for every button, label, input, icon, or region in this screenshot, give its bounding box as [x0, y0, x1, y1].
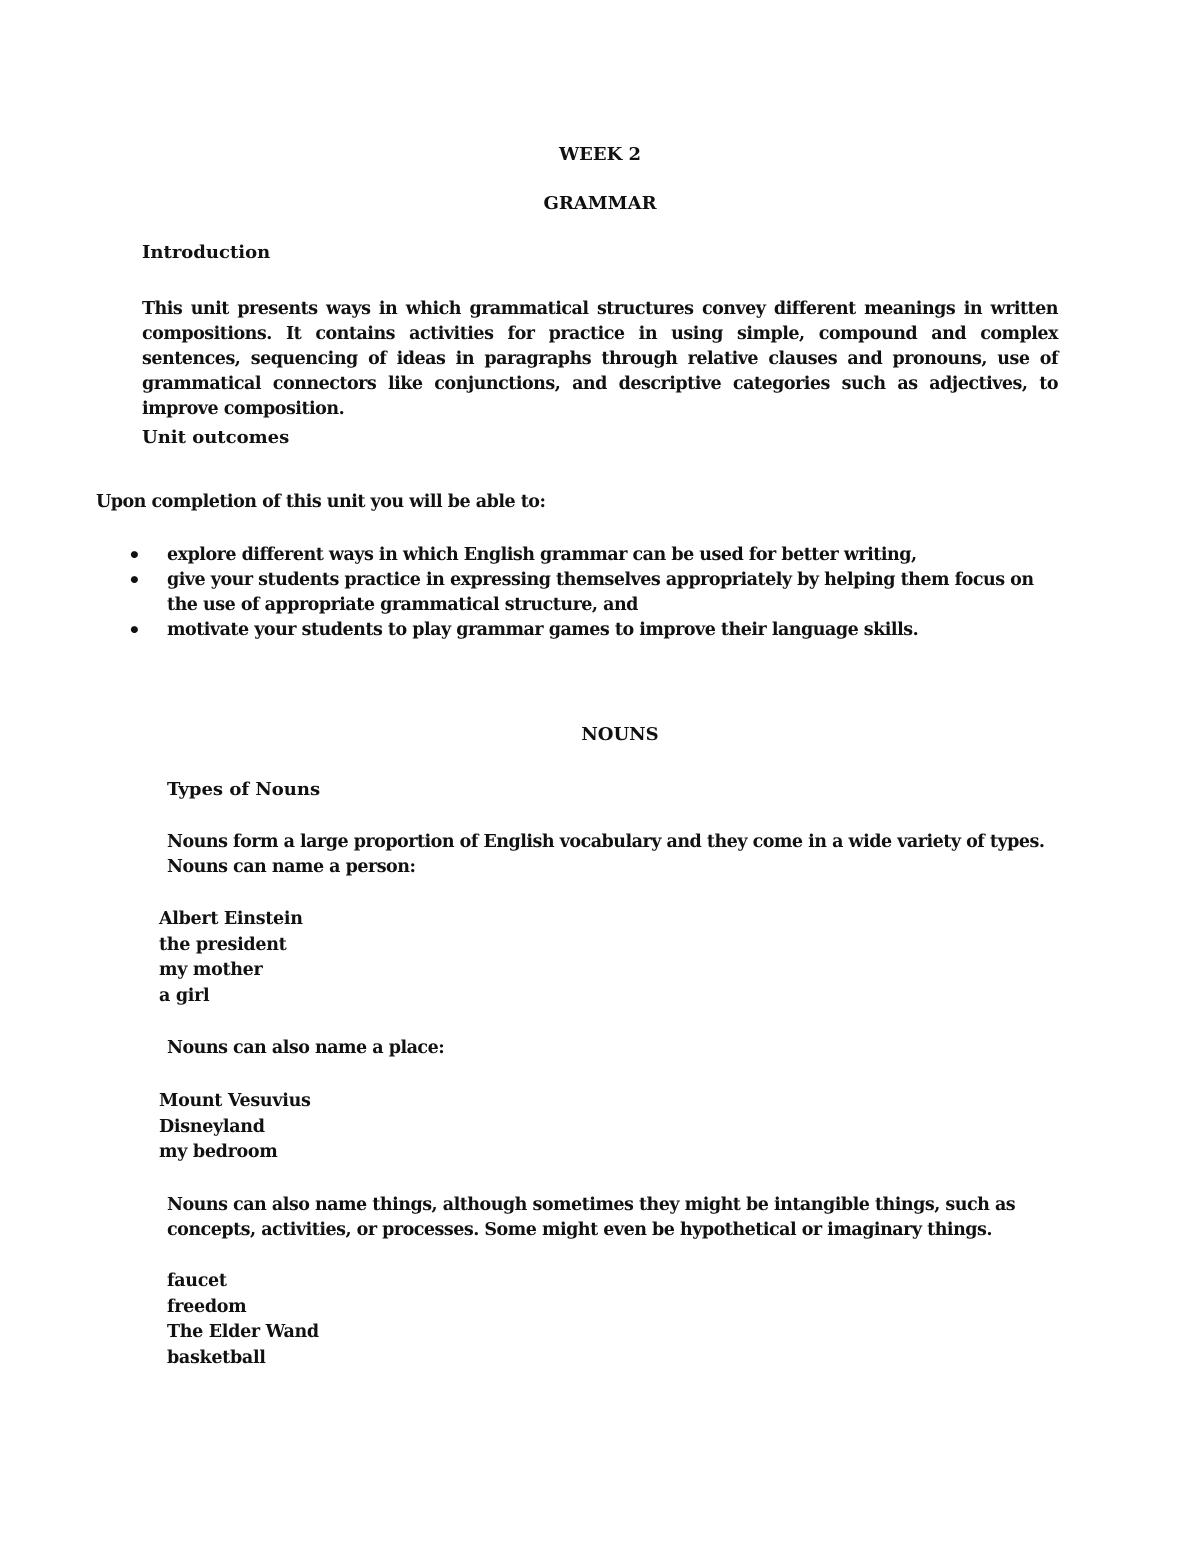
- thing-examples-list: [167, 1269, 319, 1371]
- introduction-heading: Introduction: [142, 242, 271, 263]
- unit-outcomes-list: [126, 543, 1066, 643]
- week-title: WEEK 2: [558, 144, 642, 165]
- things-intro-line-1: Nouns can also name things, although sometimes they might be intangible things, such as: [167, 1195, 1016, 1215]
- nouns-intro-line-1: Nouns form a large proportion of English vocabulary and they come in a wide variety of types.: [167, 832, 1045, 852]
- list-item: my mother: [159, 960, 263, 980]
- list-item: basketball: [167, 1347, 266, 1368]
- list-item: Disneyland: [159, 1116, 265, 1137]
- list-item: my bedroom: [159, 1142, 278, 1162]
- list-item: a girl: [159, 985, 210, 1006]
- list-item: the president: [159, 934, 287, 955]
- nouns-intro-line-2: Nouns can name a person:: [167, 857, 416, 877]
- outcome-item: • give your students practice in expressing themselves appropriately by helping them focus on the use of appropriate grammatical structure, and: [126, 568, 1066, 618]
- list-item: freedom: [167, 1296, 247, 1317]
- unit-outcomes-heading: Unit outcomes: [142, 427, 290, 448]
- subject-title: GRAMMAR: [543, 193, 657, 214]
- nouns-section-title: NOUNS: [581, 724, 659, 745]
- person-examples-list: [159, 907, 303, 1009]
- list-item: faucet: [167, 1271, 227, 1291]
- outcome-item: • motivate your students to play grammar games to improve their language skills.: [126, 618, 1066, 643]
- introduction-body: This unit presents ways in which grammatical structures convey different meanings in written compositions. It contains activities for practice in using simple, compound and complex sentences, sequencing of ideas in paragraphs through relative clauses and pronouns, use of grammatical connectors like conjunctions, and descriptive categories such as adjectives, to improve composition.: [142, 299, 1058, 419]
- list-item: Albert Einstein: [159, 909, 303, 929]
- outcome-item: • explore different ways in which English grammar can be used for better writing,: [126, 543, 1066, 568]
- list-item: Mount Vesuvius: [159, 1091, 311, 1111]
- types-of-nouns-heading: Types of Nouns: [167, 779, 321, 800]
- place-examples-list: [159, 1089, 311, 1166]
- things-intro-line-2: concepts, activities, or processes. Some might even be hypothetical or imaginary things.: [167, 1220, 992, 1240]
- unit-outcomes-lead: Upon completion of this unit you will be able to:: [96, 492, 546, 512]
- place-intro: Nouns can also name a place:: [167, 1038, 445, 1058]
- list-item: The Elder Wand: [167, 1322, 319, 1342]
